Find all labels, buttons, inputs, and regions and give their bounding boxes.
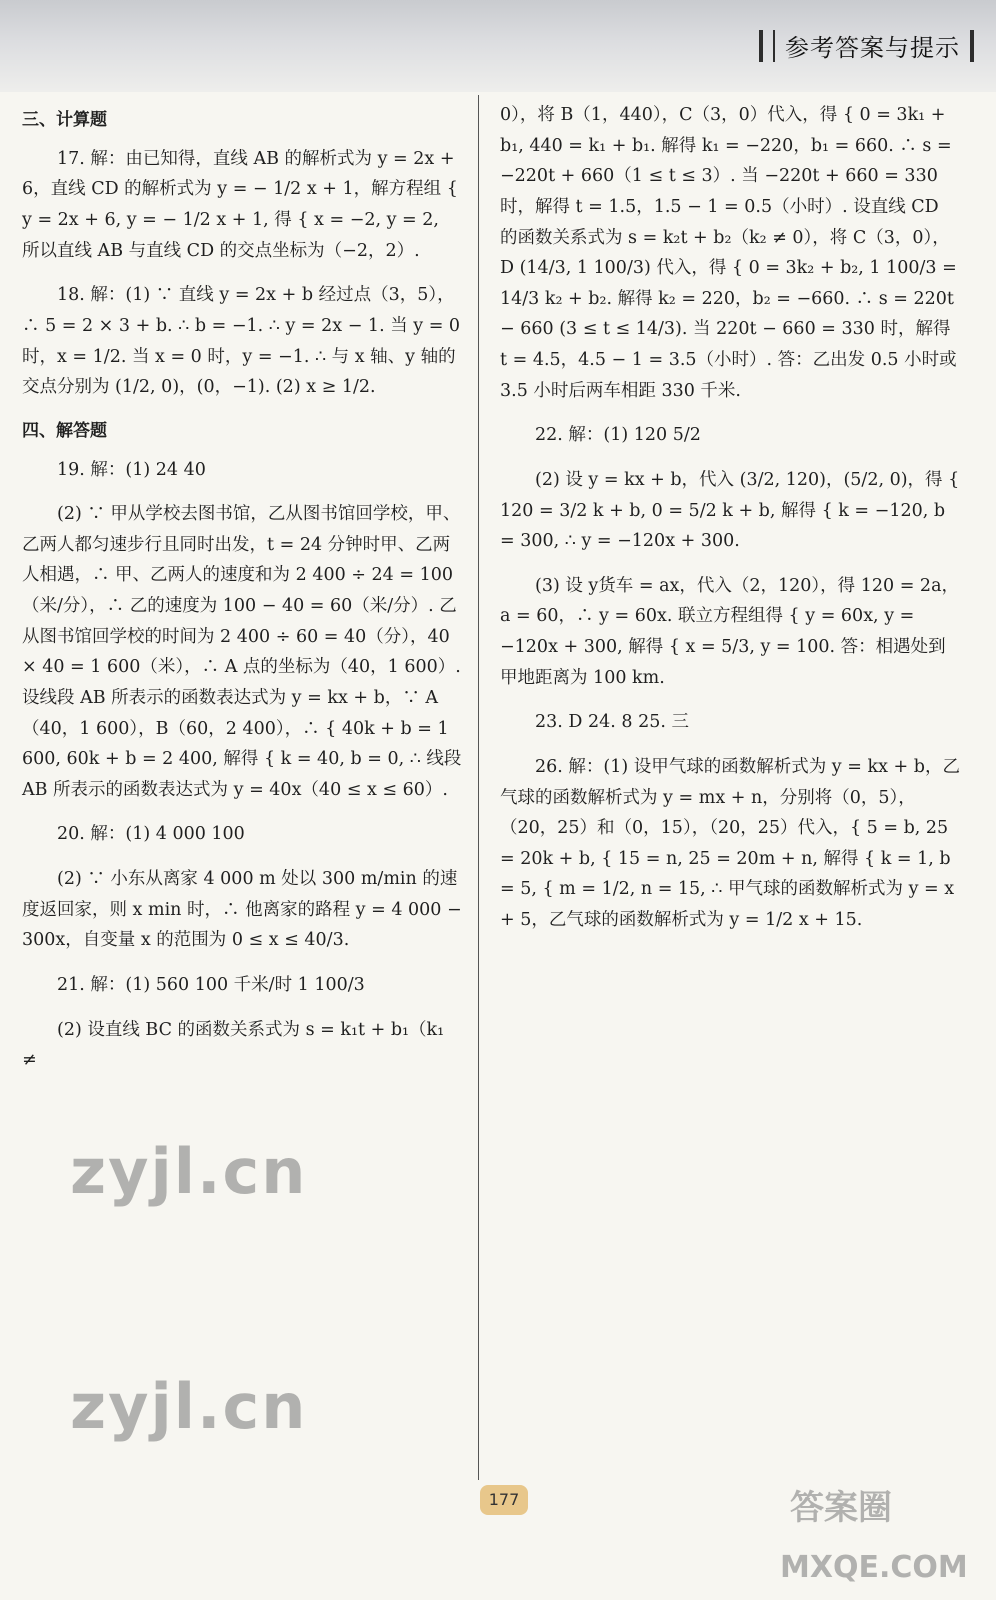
answer-21-continued: 0），将 B（1，440），C（3，0）代入，得 { 0 = 3k₁ + b₁, 440 = k₁ + b₁. 解得 k₁ = −220，b₁ = 660. ∴ s = −220t + 660（1 ≤ t ≤ 3）. 当 −220t + 660 = 330 时，解得 t = 1.5，1.5 − 1 = 0.5（小时）. 设直线 CD 的函数关系式为 s = k₂t + b₂（k₂ ≠ 0），将 C（3，0），D (14/3, 1 100/3) 代入，得 { 0 = 3k₂ + b₂, 1 100/3 = 14/3 k₂ + b₂. 解得 k₂ = 220，b₂ = −660. ∴ s = 220t − 660 (3 ≤ t ≤ 14/3). 当 220t − 660 = 330 时，解得 t = 4.5，4.5 − 1 = 3.5（小时）. 答：乙出发 0.5 小时或 3.5 小时后两车相距 330 千米. (500, 105, 957, 401)
answer-21-part1: 21. 解：(1) 560 100 千米/时 1 100/3 (57, 974, 365, 995)
answer-18: 18. 解：(1) ∵ 直线 y = 2x + b 经过点（3，5），∴ 5 = 2 × 3 + b. ∴ b = −1. ∴ y = 2x − 1. 当 y = 0 时，x = 1/2. 当 x = 0 时，y = −1. ∴ 与 x 轴、y 轴的交点分别为 (1/2, 0)，(0，−1). (2) x ≥ 1/2. (22, 285, 461, 398)
header-title: 参考答案与提示 (785, 34, 960, 62)
answer-20-part1: 20. 解：(1) 4 000 100 (57, 824, 245, 845)
watermark-daanquan: 答案圈 (790, 1488, 892, 1528)
answer-20-part2: (2) ∵ 小东从离家 4 000 m 处以 300 m/min 的速度返回家，则 x min 时，∴ 他离家的路程 y = 4 000 − 300x，自变量 x 的范围为 0 ≤ x ≤ 40/3. (22, 869, 462, 951)
header-bar-left-thin (773, 30, 775, 62)
section-solution: 四、解答题 (22, 420, 107, 441)
page-header (759, 28, 974, 63)
watermark-mxqe: MXQE.COM (780, 1550, 968, 1585)
column-divider (478, 95, 479, 1480)
header-bar-left (759, 30, 763, 62)
section-calculation: 三、计算题 (22, 110, 107, 130)
answer-17: 17. 解：由已知得，直线 AB 的解析式为 y = 2x + 6，直线 CD 的解析式为 y = − 1/2 x + 1，解方程组 { y = 2x + 6, y = − 1/2 x + 1, 得 { x = −2, y = 2, 所以直线 AB 与直线 CD 的交点坐标为（−2，2）. (22, 148, 458, 261)
answer-21-part2: (2) 设直线 BC 的函数关系式为 s = k₁t + b₁（k₁ ≠ (22, 1019, 445, 1071)
answer-19-part1: 19. 解：(1) 24 40 (57, 459, 206, 480)
answer-22-part3: (3) 设 y货车 = ax，代入（2，120），得 120 = 2a，a = 60，∴ y = 60x. 联立方程组得 { y = 60x, y = −120x + 300, 解得 { x = 5/3, y = 100. 答：相遇处到甲地距离为 100 km. (500, 575, 959, 688)
right-column (500, 100, 960, 950)
answer-22-part2: (2) 设 y = kx + b，代入 (3/2, 120)，(5/2, 0)，得 { 120 = 3/2 k + b, 0 = 5/2 k + b, 解得 { k = −120, b = 300, ∴ y = −120x + 300. (500, 469, 960, 552)
answer-22-part1: 22. 解：(1) 120 5/2 (535, 425, 701, 446)
answer-19-part2: (2) ∵ 甲从学校去图书馆，乙从图书馆回学校，甲、乙两人都匀速步行且同时出发，t = 24 分钟时甲、乙两人相遇，∴ 甲、乙两人的速度和为 2 400 ÷ 24 = 100（米/分），∴ 乙的速度为 100 − 40 = 60（米/分）. 乙从图书馆回学校的时间为 2 400 ÷ 60 = 40（分），40 × 40 = 1 600（米），∴ A 点的坐标为（40，1 600）. 设线段 AB 所表示的函数表达式为 y = kx + b，∵ A（40，1 600），B（60，2 400），∴ { 40k + b = 1 600, 60k + b = 2 400, 解得 { k = 40, b = 0, ∴ 线段 AB 所表示的函数表达式为 y = 40x（40 ≤ x ≤ 60）. (22, 504, 462, 800)
watermark-zyjl-lower: zyjl.cn (70, 1370, 308, 1443)
answer-23-25: 23. D 24. 8 25. 三 (535, 712, 689, 733)
page-number: 177 (480, 1485, 528, 1515)
left-column (22, 100, 462, 1090)
watermark-zyjl-upper: zyjl.cn (70, 1135, 308, 1208)
header-bar-right (970, 30, 974, 62)
answer-26: 26. 解：(1) 设甲气球的函数解析式为 y = kx + b，乙气球的函数解析式为 y = mx + n，分别将（0，5），（20，25）和（0，15），（20，25）代入，{ 5 = b, 25 = 20k + b, { 15 = n, 25 = 20m + n, 解得 { k = 1, b = 5, { m = 1/2, n = 15, ∴ 甲气球的函数解析式为 y = x + 5，乙气球的函数解析式为 y = 1/2 x + 15. (500, 756, 960, 930)
